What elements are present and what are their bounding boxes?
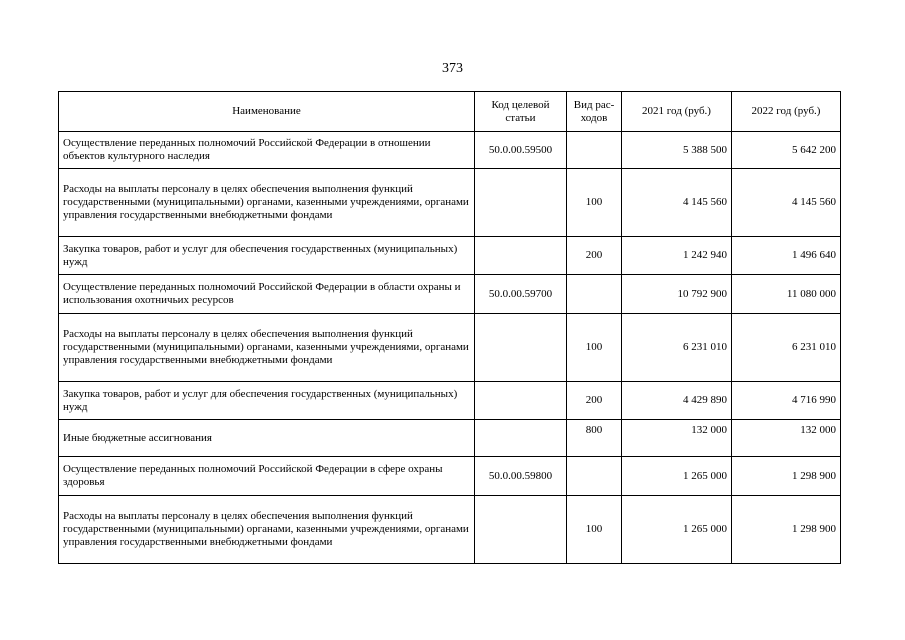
table-row — [59, 382, 841, 420]
row-2021: 1 242 940 — [622, 237, 732, 275]
row-2022: 6 231 010 — [732, 314, 841, 382]
row-vid: 100 — [567, 496, 622, 564]
row-2021: 10 792 900 — [622, 275, 732, 314]
row-vid: 200 — [567, 237, 622, 275]
row-name: Расходы на выплаты персоналу в целях обеспечения выполнения функций государственными (муниципальными) органами, казенными учреждениями, органами управления государственными внебюджетными фондами — [59, 496, 475, 564]
row-vid — [567, 132, 622, 169]
row-code — [475, 382, 567, 420]
row-2022: 4 145 560 — [732, 169, 841, 237]
row-code — [475, 496, 567, 564]
row-code: 50.0.00.59700 — [475, 275, 567, 314]
row-vid: 100 — [567, 169, 622, 237]
row-code — [475, 420, 567, 457]
row-vid: 200 — [567, 382, 622, 420]
row-2021: 4 429 890 — [622, 382, 732, 420]
row-2022: 1 298 900 — [732, 496, 841, 564]
row-vid: 100 — [567, 314, 622, 382]
row-name: Осуществление переданных полномочий Российской Федерации в области охраны и использования охотничьих ресурсов — [59, 275, 475, 314]
header-2021: 2021 год (руб.) — [622, 92, 732, 132]
row-2022: 4 716 990 — [732, 382, 841, 420]
table-header-row — [59, 92, 841, 132]
row-2022: 1 298 900 — [732, 457, 841, 496]
table-row — [59, 169, 841, 237]
row-2021: 6 231 010 — [622, 314, 732, 382]
header-2022: 2022 год (руб.) — [732, 92, 841, 132]
table-row — [59, 496, 841, 564]
row-2022: 132 000 — [732, 420, 841, 457]
row-name: Закупка товаров, работ и услуг для обеспечения государственных (муниципальных) нужд — [59, 382, 475, 420]
row-2022: 11 080 000 — [732, 275, 841, 314]
row-name: Осуществление переданных полномочий Российской Федерации в отношении объектов культурного наследия — [59, 132, 475, 169]
row-vid — [567, 275, 622, 314]
row-2021: 4 145 560 — [622, 169, 732, 237]
table-row — [59, 457, 841, 496]
table-row — [59, 275, 841, 314]
row-code — [475, 314, 567, 382]
table-row — [59, 420, 841, 457]
table-row — [59, 237, 841, 275]
row-2021: 1 265 000 — [622, 496, 732, 564]
row-name: Закупка товаров, работ и услуг для обеспечения государственных (муниципальных) нужд — [59, 237, 475, 275]
header-vid: Вид рас-ходов — [567, 92, 622, 132]
table-row — [59, 314, 841, 382]
row-code: 50.0.00.59800 — [475, 457, 567, 496]
row-vid — [567, 457, 622, 496]
row-name: Осуществление переданных полномочий Российской Федерации в сфере охраны здоровья — [59, 457, 475, 496]
header-name: Наименование — [59, 92, 475, 132]
row-2021: 132 000 — [622, 420, 732, 457]
table-row — [59, 132, 841, 169]
row-2022: 5 642 200 — [732, 132, 841, 169]
row-2021: 5 388 500 — [622, 132, 732, 169]
row-2022: 1 496 640 — [732, 237, 841, 275]
row-code — [475, 169, 567, 237]
budget-table — [58, 91, 841, 564]
row-name: Расходы на выплаты персоналу в целях обеспечения выполнения функций государственными (муниципальными) органами, казенными учреждениями, органами управления государственными внебюджетными фондами — [59, 169, 475, 237]
row-name: Расходы на выплаты персоналу в целях обеспечения выполнения функций государственными (муниципальными) органами, казенными учреждениями, органами управления государственными внебюджетными фондами — [59, 314, 475, 382]
row-vid: 800 — [567, 420, 622, 457]
row-2021: 1 265 000 — [622, 457, 732, 496]
row-code: 50.0.00.59500 — [475, 132, 567, 169]
header-code: Код целевой статьи — [475, 92, 567, 132]
row-code — [475, 237, 567, 275]
page-number: 373 — [442, 61, 463, 76]
row-name: Иные бюджетные ассигнования — [59, 420, 475, 457]
